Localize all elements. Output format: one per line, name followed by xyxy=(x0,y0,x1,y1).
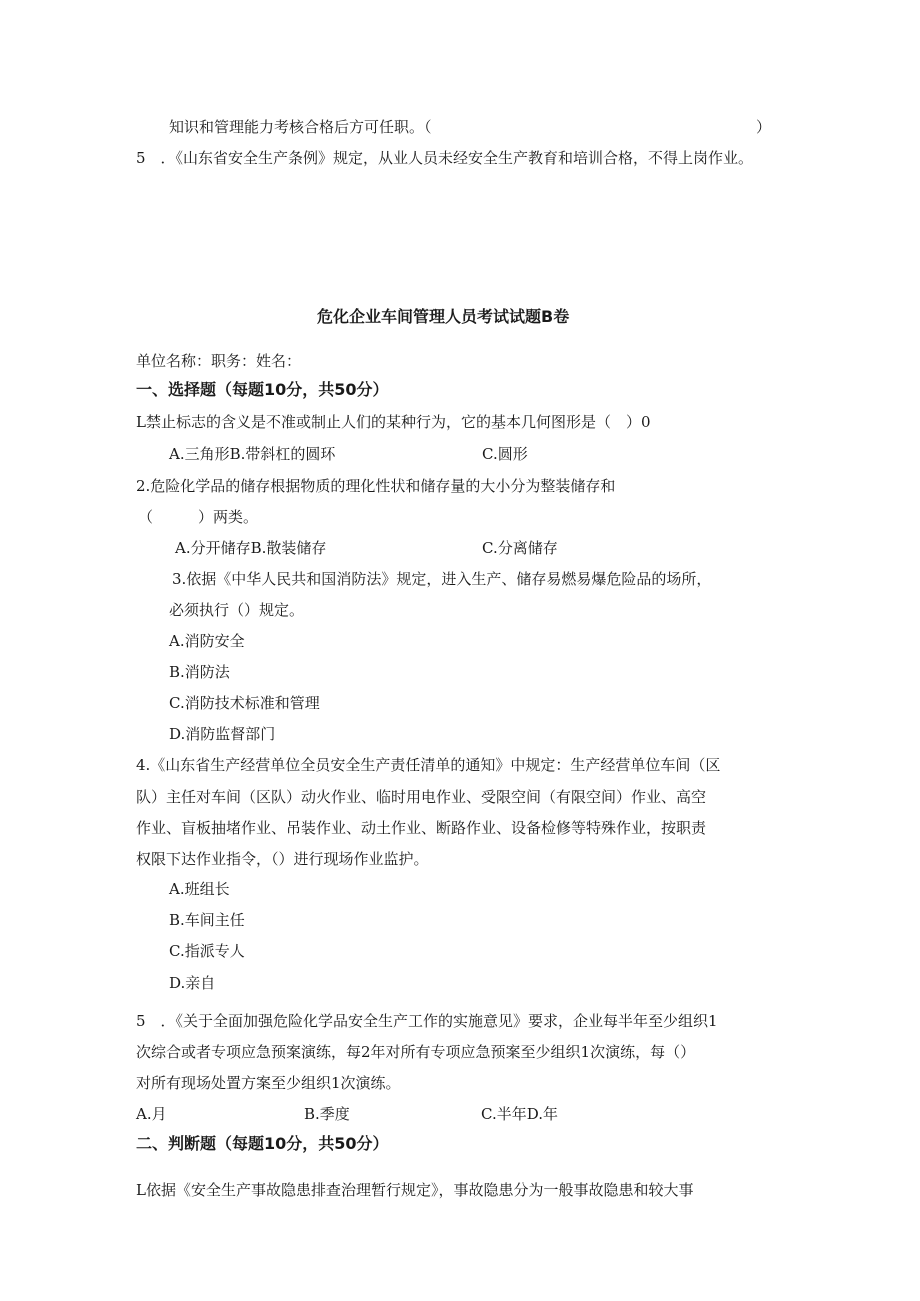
exam-title: 危化企业车间管理人员考试试题B卷 xyxy=(317,307,570,326)
q3-option-a: A.消防安全 xyxy=(169,632,245,650)
q4-option-b: B.车间主任 xyxy=(169,911,245,929)
q2-stem-2: （ ）两类。 xyxy=(138,508,259,526)
q5-option-b: B.季度 xyxy=(304,1105,350,1123)
top-line-1-text: 知识和管理能力考核合格后方可任职。（ xyxy=(169,118,432,136)
q4-line-3: 作业、盲板抽堵作业、吊装作业、动土作业、断路作业、设备检修等特殊作业，按职责 xyxy=(136,819,707,837)
q5-line-1: 5 ．《关于全面加强危险化学品安全生产工作的实施意见》要求，企业每半年至少组织1 xyxy=(136,1012,718,1030)
q3-option-b: B.消防法 xyxy=(169,663,230,681)
section1-heading: 一、选择题（每题10分，共50分） xyxy=(136,380,389,399)
q5-options-row xyxy=(136,1104,736,1124)
q2-stem: 2.危险化学品的储存根据物质的理化性状和储存量的大小分为整装储存和 xyxy=(136,477,616,495)
q4-line-2: 队）主任对车间（区队）动火作业、临时用电作业、受限空间（有限空间）作业、高空 xyxy=(136,788,707,806)
q5-option-cd: C.半年D.年 xyxy=(481,1105,558,1123)
top-line-1 xyxy=(169,117,772,137)
q3-stem: 3.依据《中华人民共和国消防法》规定，进入生产、储存易燃易爆危险品的场所， xyxy=(172,570,712,588)
q4-line-4: 权限下达作业指令，（）进行现场作业监护。 xyxy=(136,850,429,868)
q5-line-3: 对所有现场处置方案至少组织1次演练。 xyxy=(136,1074,401,1092)
q5-line-2: 次综合或者专项应急预案演练，每2年对所有专项应急预案至少组织1次演练，每（） xyxy=(136,1043,696,1061)
q4-option-a: A.班组长 xyxy=(169,880,230,898)
q3-option-d: D.消防监督部门 xyxy=(169,725,276,743)
q4-line-1: 4.《山东省生产经营单位全员安全生产责任清单的通知》中规定：生产经营单位车间（区 xyxy=(136,756,721,774)
q1-option-ab: A.三角形B.带斜杠的圆环 xyxy=(169,445,336,463)
q3-option-c: C.消防技术标准和管理 xyxy=(169,694,320,712)
q1-options-row xyxy=(169,444,669,464)
q2-option-ab: A.分开储存B.散装储存 xyxy=(175,539,327,557)
section2-heading: 二、判断题（每题10分，共50分） xyxy=(136,1134,389,1153)
q2-option-c: C.分离储存 xyxy=(482,539,558,557)
top-line-1-close-paren: ） xyxy=(756,118,772,136)
q1-stem: L禁止标志的含义是不准或制止人们的某种行为，它的基本几何图形是（ ）0 xyxy=(136,413,651,431)
judge-q1-line-1: L依据《安全生产事故隐患排查治理暂行规定》，事故隐患分为一般事故隐患和较大事 xyxy=(136,1181,694,1199)
q1-option-c: C.圆形 xyxy=(482,445,528,463)
q3-stem-2: 必须执行（）规定。 xyxy=(169,601,305,619)
top-line-2: 5 ．《山东省安全生产条例》规定，从业人员未经安全生产教育和培训合格，不得上岗作业。 xyxy=(136,149,754,167)
header-fields: 单位名称：职务：姓名： xyxy=(136,352,302,370)
q5-option-a: A.月 xyxy=(136,1105,167,1123)
q2-options-row xyxy=(175,538,675,558)
q4-option-c: C.指派专人 xyxy=(169,942,245,960)
q4-option-d: D.亲自 xyxy=(169,974,216,992)
